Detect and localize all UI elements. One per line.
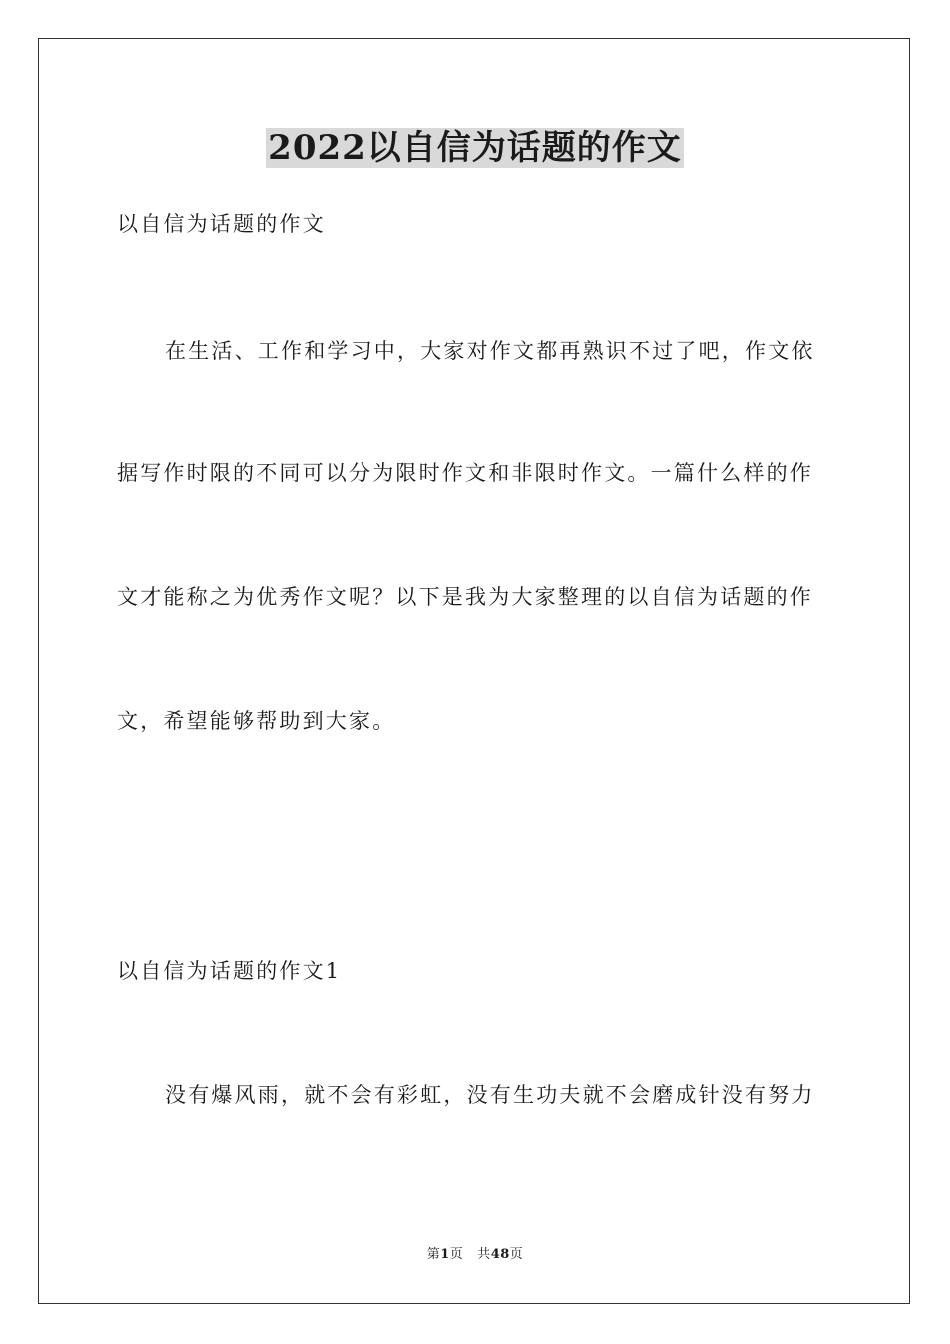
intro-line-3: 文才能称之为优秀作文呢？以下是我为大家整理的以自信为话题的作 <box>117 585 813 609</box>
document-subtitle: 以自信为话题的作文 <box>117 212 326 236</box>
document-title <box>0 124 950 172</box>
page-footer <box>0 1246 950 1264</box>
footer-total-pages: 48 <box>490 1247 510 1262</box>
intro-line-1: 在生活、工作和学习中，大家对作文都再熟识不过了吧，作文依 <box>165 339 815 363</box>
footer-total-suffix: 页 <box>509 1247 524 1262</box>
document-title-text: 2022以自信为话题的作文 <box>268 128 682 168</box>
intro-line-2: 据写作时限的不同可以分为限时作文和非限时作文。一篇什么样的作 <box>117 461 813 485</box>
section-heading: 以自信为话题的作文1 <box>117 959 342 983</box>
section-first-line: 没有爆风雨，就不会有彩虹，没有生功夫就不会磨成针没有努力 <box>165 1083 815 1107</box>
intro-line-4: 文，希望能够帮助到大家。 <box>117 709 396 733</box>
footer-page-number: 1 <box>440 1247 450 1262</box>
footer-page-suffix: 页 <box>449 1247 464 1262</box>
footer-page-prefix: 第 <box>426 1247 441 1262</box>
footer-total-prefix: 共 <box>477 1247 491 1262</box>
